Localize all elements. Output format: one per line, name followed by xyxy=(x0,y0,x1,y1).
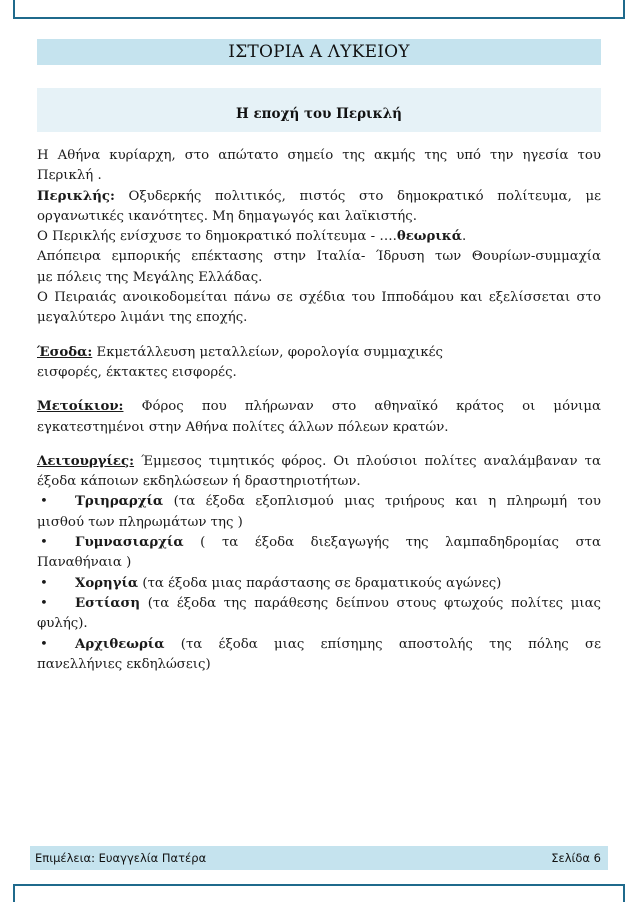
democracy-end: . xyxy=(461,229,467,245)
bullet-icon: • xyxy=(40,595,48,611)
income-line-2: εισφορές, έκτακτες εισφορές. xyxy=(37,364,237,380)
pericles-text-1: Οξυδερκής πολιτικός, πιστός στο δημοκρατικό πολίτευμα, με xyxy=(114,188,601,204)
metoikion-label: Μετοίκιον: xyxy=(37,399,124,415)
list-item-continuation: Παναθήναια ) xyxy=(37,555,132,571)
page-border-bottom xyxy=(13,884,625,886)
income-line-1 xyxy=(37,343,601,363)
metoikion-line-1 xyxy=(37,397,601,417)
page-border-right-top xyxy=(623,0,625,19)
list-item-text: (τα έξοδα μιας παράστασης σε δραματικούς αγώνες) xyxy=(138,575,502,591)
bullet-icon: • xyxy=(40,494,48,510)
section-title: Η εποχή του Περικλή xyxy=(37,88,601,132)
page-border-left-bottom xyxy=(13,884,15,902)
document-title: ΙΣΤΟΡΙΑ Α ΛΥΚΕΙΟΥ xyxy=(37,39,601,65)
liturgies-label: Λειτουργίες: xyxy=(37,453,135,469)
list-item xyxy=(37,533,601,553)
pericles-line-1 xyxy=(37,187,601,207)
metoikion-text-1: Φόρος που πλήρωναν στο αθηναϊκό κράτος οι μόνιμα xyxy=(123,399,601,415)
intro-line-1: Η Αθήνα κυρίαρχη, στο απώτατο σημείο της ακμής της υπό την ηγεσία του xyxy=(37,148,601,163)
list-item-continuation: πανελλήνιες εκδηλώσεις) xyxy=(37,656,211,672)
liturgies-line-2: έξοδα κάποιων εκδηλώσεων ή δραστηριοτήτων. xyxy=(37,474,361,490)
list-item-term: Εστίαση xyxy=(75,595,141,611)
income-label: Έσοδα: xyxy=(37,344,93,360)
list-item-continuation: μισθού των πληρωμάτων της ) xyxy=(37,514,243,530)
footer-page-number: Σελίδα 6 xyxy=(551,851,601,865)
list-item-term: Γυμνασιαρχία xyxy=(75,535,184,551)
list-item-text: (τα έξοδα εξοπλισμού μιας τριήρους και η πληρωμή του xyxy=(163,494,601,510)
list-item-text: (τα έξοδα μιας επίσημης αποστολής της πόλης σε xyxy=(164,636,601,652)
expansion-line-1: Απόπειρα εμπορικής επέκτασης στην Ιταλία- Ίδρυση των Θουρίων-συμμαχία xyxy=(37,249,601,265)
list-item xyxy=(37,492,601,512)
list-item xyxy=(37,635,601,655)
footer-author: Επιμέλεια: Ευαγγελία Πατέρα xyxy=(35,851,207,865)
list-item-term: Αρχιθεωρία xyxy=(75,636,165,652)
page-footer xyxy=(30,846,608,870)
democracy-bold: θεωρικά xyxy=(396,229,462,245)
list-item-text: ( τα έξοδα διεξαγωγής της λαμπαδηδρομίας στα xyxy=(183,535,601,551)
page-border-right-bottom xyxy=(623,884,625,902)
expansion-line-2: με πόλεις της Μεγάλης Ελλάδας. xyxy=(37,269,263,285)
metoikion-line-2: εγκατεστημένοι στην Αθήνα πολίτες άλλων πόλεων κρατών. xyxy=(37,419,449,435)
page-border-left-top xyxy=(13,0,15,19)
liturgies-text-1: Έμμεσος τιμητικός φόρος. Οι πλούσιοι πολίτες αναλάμβαναν τα xyxy=(134,453,601,469)
list-item xyxy=(37,574,601,594)
list-item xyxy=(37,594,601,614)
bullet-icon: • xyxy=(40,636,48,652)
piraeus-line-2: μεγαλύτερο λιμάνι της εποχής. xyxy=(37,310,248,326)
democracy-text: Ο Περικλής ενίσχυσε το δημοκρατικό πολίτευμα - …. xyxy=(37,229,397,245)
list-item-term: Χορηγία xyxy=(75,575,139,591)
piraeus-line-1: Ο Πειραιάς ανοικοδομείται πάνω σε σχέδια του Ιπποδάμου και εξελίσσεται στο xyxy=(37,290,601,306)
bullet-icon: • xyxy=(40,535,48,551)
page-border-top xyxy=(13,17,625,19)
intro-line-2: Περικλή . xyxy=(37,168,102,184)
list-item-term: Τριηραρχία xyxy=(75,494,164,510)
income-text-1: Εκμετάλλευση μεταλλείων, φορολογία συμμαχικές xyxy=(92,344,443,360)
list-item-text: (τα έξοδα της παράθεσης δείπνου στους φτωχούς πολίτες μιας xyxy=(140,595,601,611)
democracy-line xyxy=(37,227,601,247)
bullet-icon: • xyxy=(40,575,48,591)
pericles-line-2: οργανωτικές ικανότητες. Μη δημαγωγός και λαϊκιστής. xyxy=(37,208,417,224)
pericles-label: Περικλής: xyxy=(37,188,115,204)
list-item-continuation: φυλής). xyxy=(37,616,88,632)
liturgies-line-1 xyxy=(37,452,601,472)
document-body xyxy=(37,146,601,675)
